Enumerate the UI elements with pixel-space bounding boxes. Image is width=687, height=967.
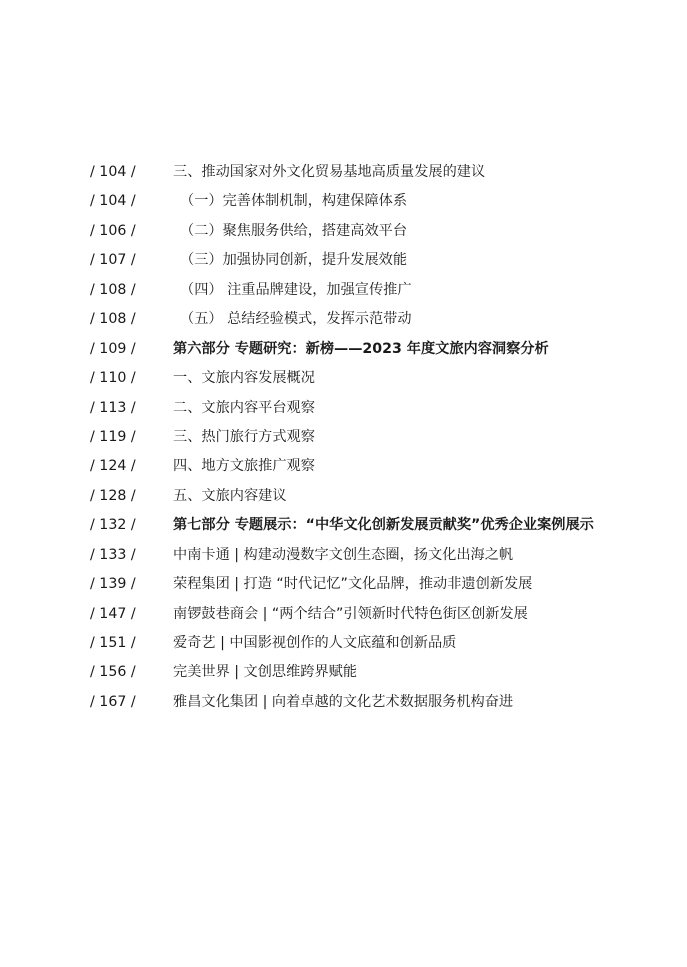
- toc-page-number: / 124 /: [90, 458, 136, 475]
- toc-entry: [0, 367, 687, 396]
- toc-page-number: / 108 /: [90, 281, 136, 298]
- toc-entry: [0, 426, 687, 455]
- toc-entry: [0, 661, 687, 690]
- toc-page-number: / 139 /: [90, 576, 136, 593]
- toc-entry-title: 第六部分 专题研究：新榜——2023 年度文旅内容洞察分析: [173, 340, 549, 357]
- toc-page-number: / 128 /: [90, 487, 136, 504]
- toc-entry-title: 四、地方文旅推广观察: [173, 458, 315, 475]
- toc-page-number: / 167 /: [90, 693, 136, 710]
- toc-page-number: / 109 /: [90, 340, 136, 357]
- toc-entry-title: （一）完善体制机制，构建保障体系: [180, 193, 408, 210]
- toc-entry: [0, 603, 687, 632]
- toc-entry-title: （四） 注重品牌建设，加强宣传推广: [180, 281, 412, 298]
- toc-page-number: / 156 /: [90, 664, 136, 681]
- toc-entry: [0, 397, 687, 426]
- toc-entry-title: 荣程集团 | 打造 “时代记忆”文化品牌，推动非遗创新发展: [173, 576, 533, 593]
- toc-page-number: / 104 /: [90, 164, 136, 180]
- toc-page-number: / 104 /: [90, 193, 136, 210]
- toc-page-number: / 119 /: [90, 428, 136, 445]
- toc-entry-title: 三、热门旅行方式观察: [173, 428, 315, 445]
- toc-entry: [0, 485, 687, 514]
- toc-entry-title: 一、文旅内容发展概况: [173, 370, 315, 387]
- toc-page-number: / 110 /: [90, 370, 136, 387]
- toc-page-number: / 106 /: [90, 222, 136, 239]
- table-of-contents: [0, 161, 687, 720]
- toc-entry-title: 三、推动国家对外文化贸易基地高质量发展的建议: [173, 164, 486, 180]
- toc-page-number: / 107 /: [90, 252, 136, 269]
- toc-page-number: / 108 /: [90, 311, 136, 328]
- toc-page-number: / 147 /: [90, 605, 136, 622]
- toc-page-number: / 133 /: [90, 546, 136, 563]
- toc-entry: [0, 249, 687, 278]
- toc-page-number: / 151 /: [90, 635, 136, 651]
- toc-entry-title: 雅昌文化集团 | 向着卓越的文化艺术数据服务机构奋进: [173, 693, 514, 710]
- toc-entry: [0, 691, 687, 720]
- toc-part-heading: [0, 514, 687, 543]
- toc-entry-title: 中南卡通 | 构建动漫数字文创生态圈，扬文化出海之帆: [173, 546, 514, 563]
- toc-entry: [0, 161, 687, 190]
- toc-entry-title: 二、文旅内容平台观察: [173, 399, 315, 416]
- toc-entry: [0, 632, 687, 661]
- toc-entry-title: 第七部分 专题展示：“中华文化创新发展贡献奖”优秀企业案例展示: [173, 517, 594, 534]
- toc-entry-title: （五） 总结经验模式，发挥示范带动: [180, 311, 412, 328]
- toc-entry: [0, 279, 687, 308]
- toc-entry: [0, 190, 687, 219]
- toc-entry-title: 南锣鼓巷商会 | “两个结合”引领新时代特色街区创新发展: [173, 605, 528, 622]
- toc-entry: [0, 455, 687, 484]
- toc-entry-title: 五、文旅内容建议: [173, 487, 287, 504]
- toc-entry: [0, 544, 687, 573]
- toc-entry-title: （三）加强协同创新，提升发展效能: [180, 252, 408, 269]
- toc-page-number: / 113 /: [90, 399, 136, 416]
- toc-entry: [0, 573, 687, 602]
- toc-entry-title: 完美世界 | 文创思维跨界赋能: [173, 664, 358, 681]
- toc-part-heading: [0, 338, 687, 367]
- toc-page-number: / 132 /: [90, 517, 136, 534]
- toc-entry-title: 爱奇艺 | 中国影视创作的人文底蕴和创新品质: [173, 635, 457, 651]
- toc-entry: [0, 220, 687, 249]
- toc-entry: [0, 308, 687, 337]
- toc-entry-title: （二）聚焦服务供给，搭建高效平台: [180, 222, 408, 239]
